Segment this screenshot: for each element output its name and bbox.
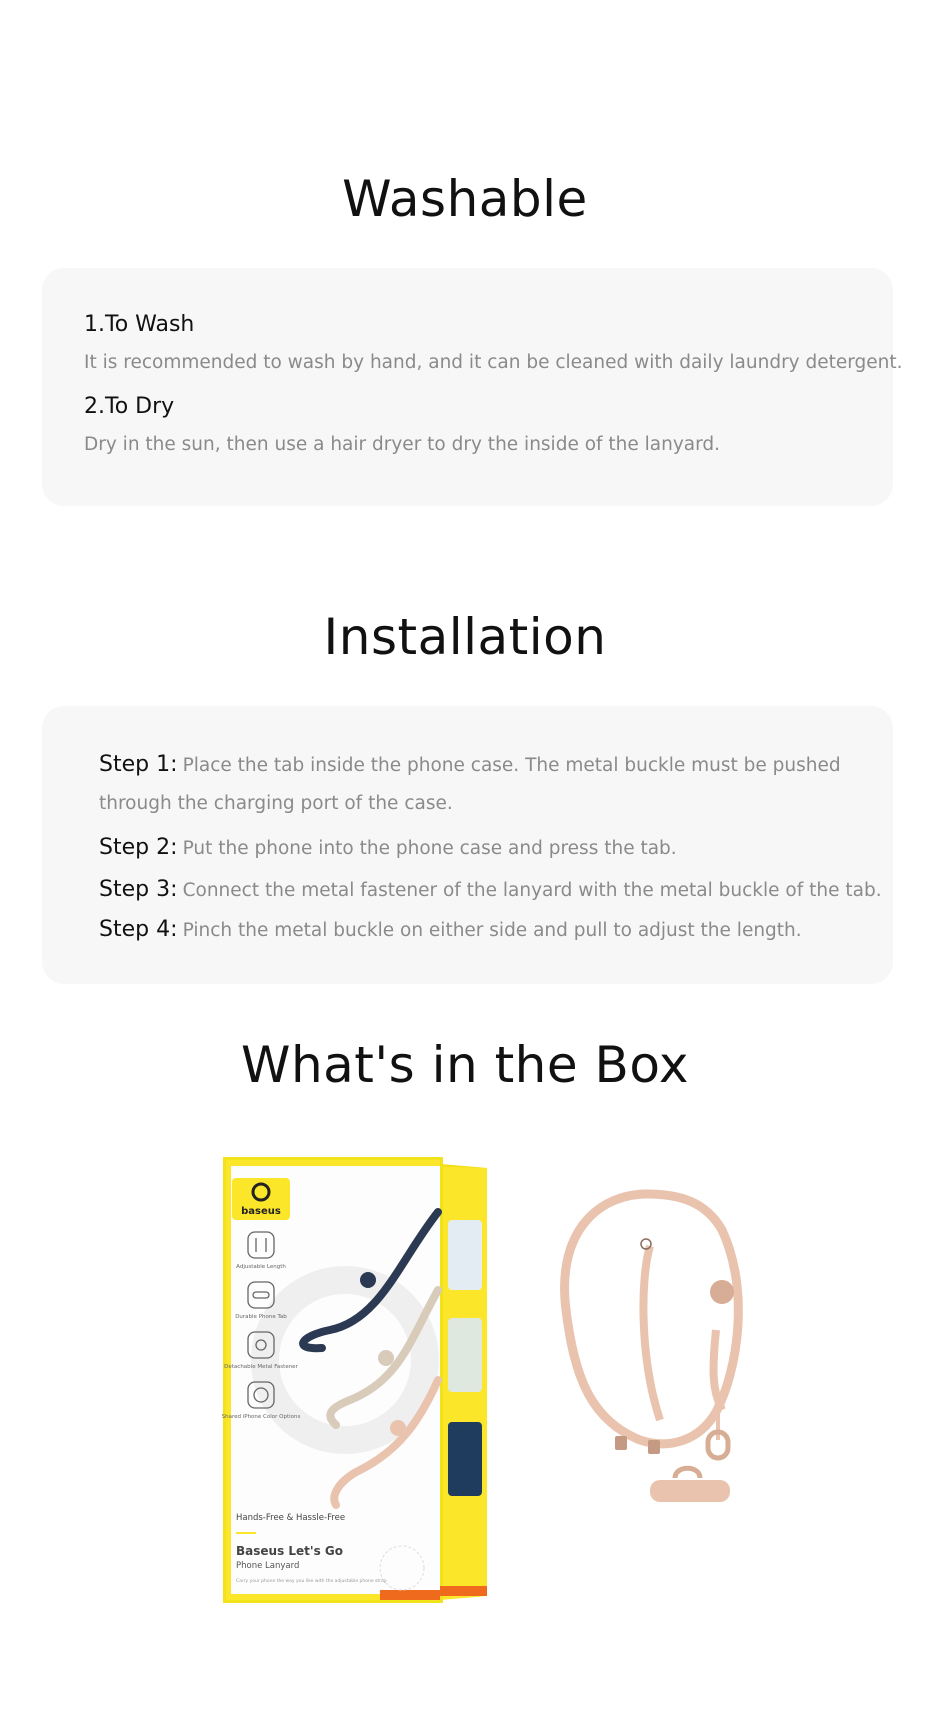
installation-step-4 (99, 912, 869, 950)
washable-card (42, 268, 903, 506)
box-title: What's in the Box (241, 1036, 689, 1094)
package-product-sub: Phone Lanyard (236, 1561, 300, 1571)
step-label: Step 4: (99, 917, 178, 942)
wash-heading: 1.To Wash (84, 312, 195, 337)
feature-label: Shared iPhone Color Options (221, 1414, 301, 1420)
step-label: Step 3: (99, 877, 178, 902)
installation-step-1 (99, 746, 869, 823)
feature-label: Adjustable Length (236, 1264, 286, 1270)
feature-label: Detachable Metal Fastener (224, 1364, 298, 1370)
step-text: Pinch the metal buckle on either side and pull to adjust the length. (182, 920, 802, 941)
washable-title: Washable (342, 170, 588, 228)
brand-logo: baseus (241, 1206, 281, 1217)
step-label: Step 1: (99, 752, 178, 777)
product-package (222, 1160, 487, 1600)
installation-title: Installation (323, 608, 607, 666)
package-product-name: Baseus Let's Go (236, 1544, 343, 1558)
feature-label: Durable Phone Tab (235, 1314, 287, 1320)
wash-text: It is recommended to wash by hand, and it can be cleaned with daily laundry detergent. (84, 352, 903, 373)
installation-step-3 (99, 872, 882, 910)
lanyard-product (565, 1194, 739, 1502)
step-text: Connect the metal fastener of the lanyard with the metal buckle of the tab. (182, 880, 882, 901)
dry-heading: 2.To Dry (84, 394, 175, 419)
dry-text: Dry in the sun, then use a hair dryer to dry the inside of the lanyard. (84, 434, 721, 455)
installation-step-2 (99, 830, 869, 868)
box-contents-illustration (0, 1150, 930, 1620)
package-description: Carry your phone the way you like with the adjustable phone strap (236, 1579, 387, 1584)
step-label: Step 2: (99, 835, 178, 860)
package-tagline: Hands-Free & Hassle-Free (236, 1513, 346, 1523)
step-text: Place the tab inside the phone case. The metal buckle must be pushed through the charging port of the case. (99, 755, 841, 814)
installation-card (42, 706, 893, 984)
step-text: Put the phone into the phone case and press the tab. (182, 838, 677, 859)
